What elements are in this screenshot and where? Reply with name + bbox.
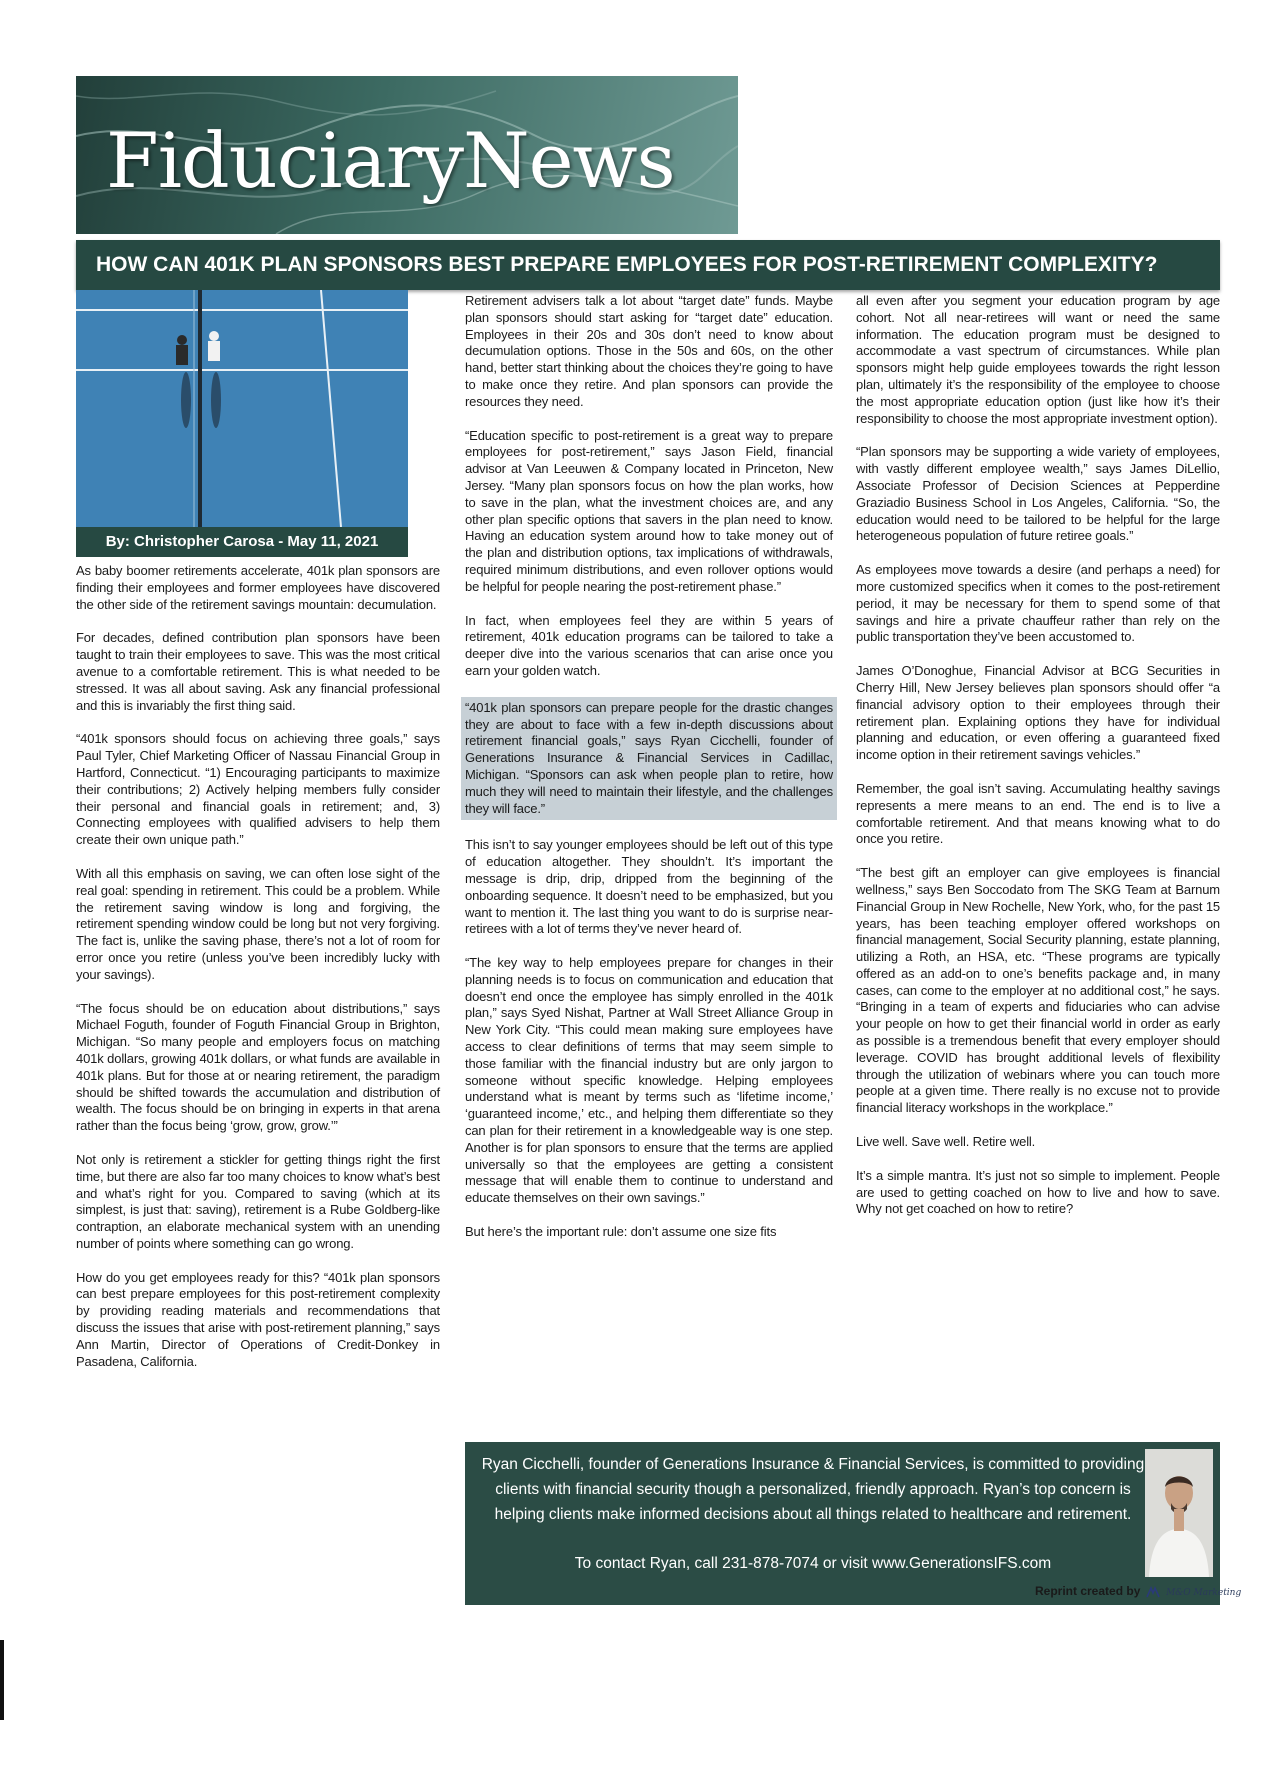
article-headline: HOW CAN 401K PLAN SPONSORS BEST PREPARE EMPLOYEES FOR POST-RETIREMENT COMPLEXITY? — [96, 253, 1158, 276]
paragraph: all even after you segment your education program by age cohort. Not all near-retirees will want or need the same information. The education program must be designed to accommodate a vast spectrum of circumstances. While plan sponsors might help guide employees towards the right lesson plan, ultimately it’s the responsibility of the employee to choose the most appropriate education option (just like how it’s their responsibility to choose the most appropriate investment option). — [856, 293, 1220, 426]
paragraph: For decades, defined contribution plan sponsors have been taught to train their employees to save. This was the most critical avenue to a comfortable retirement. This is what needed to be stressed. It was all about saving. Ask any financial professional and this is invariably the first thing said. — [76, 630, 440, 713]
paragraph: But here’s the important rule: don’t assume one size fits — [465, 1224, 777, 1240]
masthead — [76, 76, 738, 234]
paragraph: “The focus should be on education about distributions,” says Michael Foguth, founder of Foguth Financial Group in Brighton, Michigan. “So many people and employers focus on matching 401k dollars, growing 401k dollars, or what funds are available in 401k plans. But for those at or nearing retirement, the paradigm should be shifted towards the accumulation and distribution of wealth. The focus should be on bringing in experts in that arena rather than the focus being ‘grow, grow, grow.’” — [76, 1000, 440, 1134]
tennis-court-illustration — [76, 290, 408, 527]
paragraph: Retirement advisers talk a lot about “target date” funds. Maybe plan sponsors should start asking for “target date” education. Employees in their 20s and 30s don’t need to know about decumulation options. Those in the 50s and 60s, on the other hand, better start thinking about the choices they’re going to have to make once they retire. And plan sponsors can provide the resources they need. — [465, 293, 833, 409]
article-column-3 — [856, 293, 1220, 1235]
paragraph: “401k sponsors should focus on achieving three goals,” says Paul Tyler, Chief Marketing Officer of Nassau Financial Group in Hartford, Connecticut. “1) Encouraging participants to maximize their contributions; 2) Actively helping members fully consider their personal and financial goals in retirement; and, 3) Connecting employees with qualified advisers to help them create their own unique path.” — [76, 731, 440, 848]
reprint-label: Reprint created by — [1035, 1584, 1141, 1598]
article-column-2 — [465, 293, 833, 1258]
person-avatar-icon — [1145, 1449, 1213, 1577]
paragraph: How do you get employees ready for this? “401k plan sponsors can best prepare employees for this post-retirement complexity by providing reading materials and recommendations that discuss the issues that arise with post-retirement planning,” says Ann Martin, Director of Operations of Credit-Donkey in Pasadena, California. — [76, 1269, 440, 1369]
article-column-1 — [76, 563, 440, 1387]
byline-banner — [76, 527, 408, 557]
paragraph: As employees move towards a desire (and perhaps a need) for more customized specifics when it comes to the post-retirement period, it may be necessary for them to spend some of that savings and hire a private chauffeur rather than rely on the public transportation they’ve been accustomed to. — [856, 562, 1220, 645]
headline-banner — [76, 240, 1220, 290]
paragraph: With all this emphasis on saving, we can often lose sight of the real goal: spending in retirement. This could be a problem. While the retirement saving window is long and forgiving, the retirement spending window could be long but not very forgiving. The fact is, unlike the saving phase, there’s not a lot of room for error once you retire (unless you’ve been incredibly lucky with your savings). — [76, 865, 440, 982]
paragraph: Not only is retirement a stickler for getting things right the first time, but there are also far too many choices to know what’s best and what’s right for you. Compared to saving (which at its simplest, is just that: saving), retirement is a Rube Goldberg-like contraption, an elaborate mechanical system with an unending number of points where something can go wrong. — [76, 1151, 440, 1251]
contact-line: To contact Ryan, call 231-878-7074 or visit www.GenerationsIFS.com — [574, 1555, 1052, 1572]
author-bio-box — [465, 1442, 1220, 1605]
reprint-credit — [1035, 1584, 1241, 1599]
paragraph: “The best gift an employer can give employees is financial wellness,” says Ben Soccodato from The SKG Team at Barnum Financial Group in New Rochelle, New York, who, for the past 15 years, has been teaching employer offered workshops on financial management, Social Security planning, estate planning, utilizing a Roth, an HSA, etc. “These programs are typically offered as an add-on to one’s benefits package and, in many cases, can come to the employer at no additional cost,” he says. “Bringing in a team of experts and fiduciaries who can advise your people on how to get their financial world in order as early as possible is a tremendous benefit that every employer should leverage. COVID has brought additional levels of flexibility through the utilization of webinars where you can touch more people at a given time. There really is no excuse not to provide financial literacy workshops in the workplace.” — [856, 865, 1220, 1116]
bio-text: Ryan Cicchelli, founder of Generations Insurance & Financial Services, is committed to providing clients with financial security though a personalized, friendly approach. Ryan’s top concern is helping clients make informed decisions about all things related to healthcare and retirement. — [481, 1456, 1145, 1523]
paragraph: As baby boomer retirements accelerate, 401k plan sponsors are finding their employees and former employees have discovered the other side of the retirement savings mountain: decumulation. — [76, 563, 440, 612]
paragraph: “The key way to help employees prepare for changes in their planning needs is to focus on communication and education that doesn’t end once the employee has simply enrolled in the 401k plan,” says Syed Nishat, Partner at Wall Street Alliance Group in New York City. “This could mean making sure employees have access to clear definitions of terms that may seem simple to those familiar with the financial industry but are only jargon to someone without specific knowledge. Helping employees understand what is meant by terms such as ‘lifetime income,’ ‘guaranteed income,’ etc., and helping them differentiate so they can plan for their retirement in a knowledgeable way is one step. Another is for plan sponsors to ensure that the terms are applied universally so that the employees are getting a consistent message that will enable them to continue to understand and educate themselves on their own savings.” — [465, 955, 833, 1206]
mo-marketing-logo-icon — [1146, 1585, 1160, 1599]
author-photo — [1145, 1449, 1213, 1577]
paragraph: In fact, when employees feel they are within 5 years of retirement, 401k education programs can be tailored to take a deeper dive into the various scenarios that can arise once you earn your golden watch. — [465, 612, 833, 678]
pullquote-text: “401k plan sponsors can prepare people for the drastic changes they are about to face with a few in-depth discussions about retirement financial goals,” says Ryan Cicchelli, founder of Generations Insurance & Financial Services in Cadillac, Michigan. “Sponsors can ask when people plan to retire, how much they will need to maintain their lifestyle, and the challenges they will face.” — [465, 699, 833, 816]
paragraph: This isn’t to say younger employees should be left out of this type of education altogether. They shouldn’t. It’s important the message is drip, drip, dripped from the beginning of the onboarding sequence. It doesn’t need to be emphasized, but you want to mention it. The last thing you want to do is surprise near-retirees with a lot of terms they’ve never heard of. — [465, 837, 833, 937]
reprint-logo-text: M&O Marketing — [1166, 1588, 1242, 1598]
paragraph: Remember, the goal isn’t saving. Accumulating healthy savings represents a mere means to an end. The end is to live a comfortable retirement. And that means knowing what to do once you retire. — [856, 780, 1220, 847]
masthead-title: FiduciaryNews — [106, 116, 675, 205]
hero-image-tennis-court — [76, 290, 408, 527]
paragraph: James O’Donoghue, Financial Advisor at BCG Securities in Cherry Hill, New Jersey believes plan sponsors should offer “a financial advisory option to their employees through their retirement plan. Explaining options they have for individual planning and education, or even offering a guaranteed fixed income option in their retirement savings vehicles.” — [856, 663, 1220, 763]
scan-edge-mark — [0, 1640, 4, 1720]
pullquote-box — [461, 697, 837, 821]
paragraph: It’s a simple mantra. It’s just not so simple to implement. People are used to getting coached on how to live and how to save. Why not get coached on how to retire? — [856, 1167, 1220, 1217]
paragraph: “Plan sponsors may be supporting a wide variety of employees, with vastly different employee wealth,” says James DiLellio, Associate Professor of Decision Sciences at Pepperdine Graziadio Business School in Los Angeles, California. “So, the education would need to be tailored to be helpful for the large heterogeneous population of future retiree goals.” — [856, 444, 1220, 544]
paragraph: “Education specific to post-retirement is a great way to prepare employees for post-retirement,” says Jason Field, financial advisor at Van Leeuwen & Company located in Princeton, New Jersey. “Many plan sponsors focus on how the plan works, how to save in the plan, what the investment choices are, and any other plan specific options that savers in the plan need to know. Having an education system around how to take money out of the plan and distribution options, tax implications of withdrawals, required minimum distributions, and even rollover options would be helpful for people nearing the post-retirement phase.” — [465, 427, 833, 594]
byline: By: Christopher Carosa - May 11, 2021 — [105, 533, 379, 550]
paragraph: Live well. Save well. Retire well. — [856, 1134, 1036, 1150]
